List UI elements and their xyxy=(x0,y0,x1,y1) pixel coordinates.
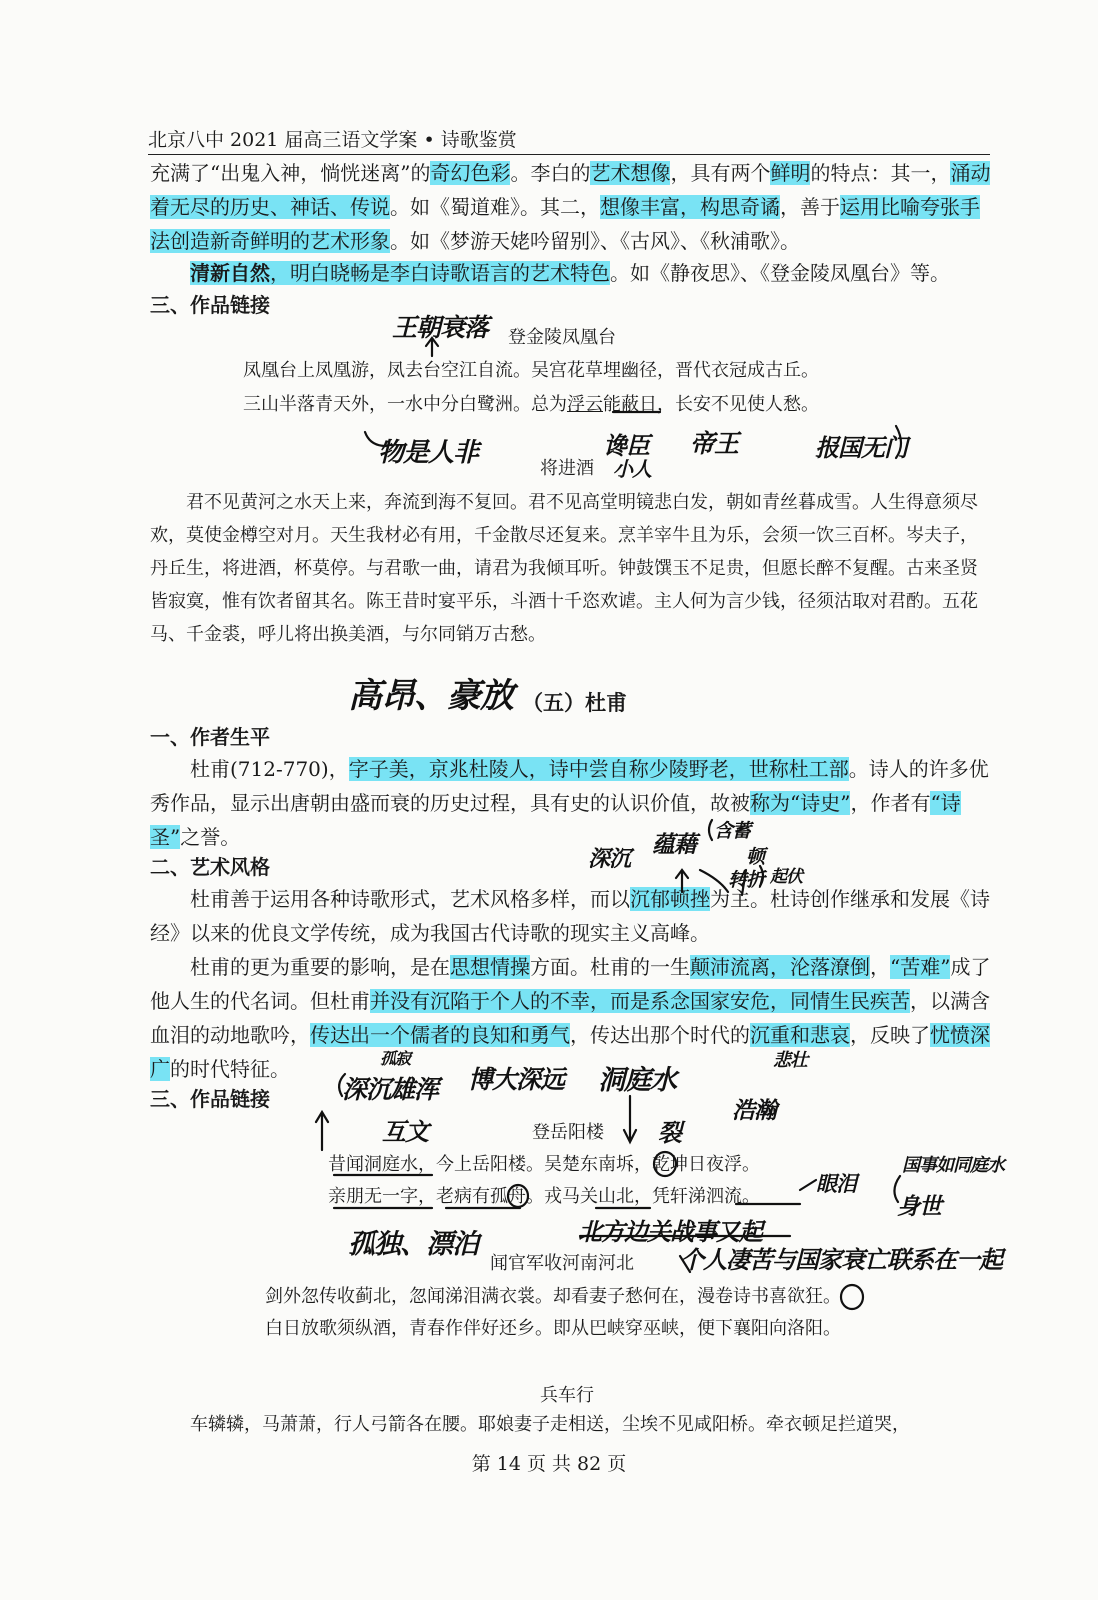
handwritten-note: 互文 xyxy=(382,1118,428,1146)
dufu-influence-paragraph: 杜甫的更为重要的影响，是在思想情操方面。杜甫的一生颠沛流离，沦落潦倒，“苦难”成了他人生的代名词。但杜甫并没有沉陷于个人的不幸，而是系念国家安危，同情生民疾苦，以满含血泪的动地歌吟，传达出一个儒者的良知和勇气，传达出那个时代的沉重和悲哀，反映了忧愤深广的时代特征。 xyxy=(150,955,991,1081)
handwritten-note: 深沉 xyxy=(588,847,631,872)
libai-language-paragraph: 清新自然，明白晓畅是李白诗歌语言的艺术特色。如《静夜思》、《登金陵凤凰台》等。 xyxy=(190,261,950,285)
handwritten-note: 含蓄 xyxy=(714,820,751,842)
page-header: 北京八中 2021 届高三语文学案 • 诗歌鉴赏 xyxy=(148,128,990,155)
handwritten-note: 帝王 xyxy=(690,429,739,458)
section-works-heading: 三、作品链接 xyxy=(150,293,270,317)
poem-line: 三山半落青天外，一水中分白鹭洲。总为浮云能蔽日，长安不见使人愁。 xyxy=(243,394,819,415)
author-bio-heading: 一、作者生平 xyxy=(150,725,270,749)
section-title: （五）杜甫 xyxy=(522,690,627,715)
poem-line: 凤凰台上凤凰游，凤去台空江自流。吴宫花草埋幽径，晋代衣冠成古丘。 xyxy=(243,360,819,381)
poem-title: 登金陵凤凰台 xyxy=(508,327,616,348)
handwritten-note: 小人 xyxy=(613,457,651,481)
handwritten-note: 高昂、豪放 xyxy=(348,676,513,716)
handwritten-note: 眼泪 xyxy=(816,1172,856,1196)
poem-title: 闻官军收河南河北 xyxy=(490,1253,634,1274)
handwritten-note: 孤寂 xyxy=(380,1049,411,1068)
poem-title: 兵车行 xyxy=(540,1385,594,1406)
handwritten-note: 谗臣 xyxy=(603,432,649,460)
handwritten-note: 博大深远 xyxy=(468,1065,565,1094)
handwritten-note: 裂 xyxy=(658,1119,681,1147)
poem-body: 君不见黄河之水天上来，奔流到海不复回。君不见高堂明镜悲白发，朝如青丝暮成雪。人生得意须尽欢，莫使金樽空对月。天生我材必有用，千金散尽还复来。烹羊宰牛且为乐，会须一饮三百杯。岑夫子，丹丘生，将进酒，杯莫停。与君歌一曲，请君为我倾耳听。钟鼓馔玉不足贵，但愿长醉不复醒。古来圣贤皆寂寞，惟有饮者留其名。陈王昔时宴平乐，斗酒十千恣欢谑。主人何为言少钱，径须沽取对君酌。五花马、千金裘，呼儿将出换美酒，与尔同销万古愁。 xyxy=(150,492,978,645)
handwritten-note: 洞庭水 xyxy=(598,1065,676,1096)
libai-imagination-paragraph: 充满了“出鬼入神，惝恍迷离”的奇幻色彩。李白的艺术想像，具有两个鲜明的特点：其一，涌动着无尽的历史、神话、传说。如《蜀道难》。其二，想像丰富，构思奇谲，善于运用比喻夸张手法创造新奇鲜明的艺术形象。如《梦游天姥吟留别》、《古风》、《秋浦歌》。 xyxy=(150,161,991,253)
handwritten-note: 北方边关战事又起 xyxy=(578,1218,762,1246)
handwritten-note: 悲壮 xyxy=(773,1050,807,1071)
poem-title: 将进酒 xyxy=(540,458,594,479)
handwritten-note: 报国无门 xyxy=(815,434,907,462)
handwritten-note: 孤独、漂泊 xyxy=(348,1229,478,1260)
handwritten-note: 起伏 xyxy=(770,867,802,887)
dufu-style-paragraph: 杜甫善于运用各种诗歌形式，艺术风格多样，而以沉郁顿挫为主。杜诗创作继承和发展《诗经》以来的优良文学传统，成为我国古代诗歌的现实主义高峰。 xyxy=(150,887,990,945)
poem-line: 车辚辚，马萧萧，行人弓箭各在腰。耶娘妻子走相送，尘埃不见咸阳桥。牵衣顿足拦道哭， xyxy=(190,1414,910,1435)
handwritten-note: 物是人非 xyxy=(378,438,479,468)
handwritten-note: 顿 xyxy=(746,846,765,868)
poem-title: 登岳阳楼 xyxy=(532,1122,604,1143)
poem-line: 剑外忽传收蓟北，忽闻涕泪满衣裳。却看妻子愁何在，漫卷诗书喜欲狂。 xyxy=(265,1286,841,1307)
art-style-heading: 二、艺术风格 xyxy=(150,855,270,879)
handwritten-note: 身世 xyxy=(897,1194,941,1220)
dufu-bio-paragraph: 杜甫(712-770)，字子美，京兆杜陵人，诗中尝自称少陵野老，世称杜工部。诗人的许多优秀作品，显示出唐朝由盛而衰的历史过程，具有史的认识价值，故被称为“诗史”，作者有“诗圣”之誉。 xyxy=(150,757,989,849)
poem-line: 白日放歌须纵酒，青春作伴好还乡。即从巴峡穿巫峡，便下襄阳向洛阳。 xyxy=(265,1318,841,1339)
poem-line: 亲朋无一字，老病有孤舟。戎马关山北，凭轩涕泗流。 xyxy=(328,1186,760,1207)
handwritten-note: 浩瀚 xyxy=(732,1098,776,1124)
handwritten-note: 蕴藉 xyxy=(652,832,696,858)
handwritten-note: 国事如同庭水 xyxy=(902,1155,1004,1176)
handwritten-note: 个人凄苦与国家衰亡联系在一起 xyxy=(680,1246,1002,1274)
works-link-heading: 三、作品链接 xyxy=(150,1087,270,1111)
handwritten-note: 深沉雄浑 xyxy=(342,1075,439,1104)
handwritten-note: 王朝衰落 xyxy=(392,313,489,342)
poem-line: 昔闻洞庭水，今上岳阳楼。吴楚东南坼，乾坤日夜浮。 xyxy=(328,1154,760,1175)
page-footer: 第 14 页 共 82 页 xyxy=(471,1453,627,1475)
handwritten-note: 转折 xyxy=(728,869,765,891)
